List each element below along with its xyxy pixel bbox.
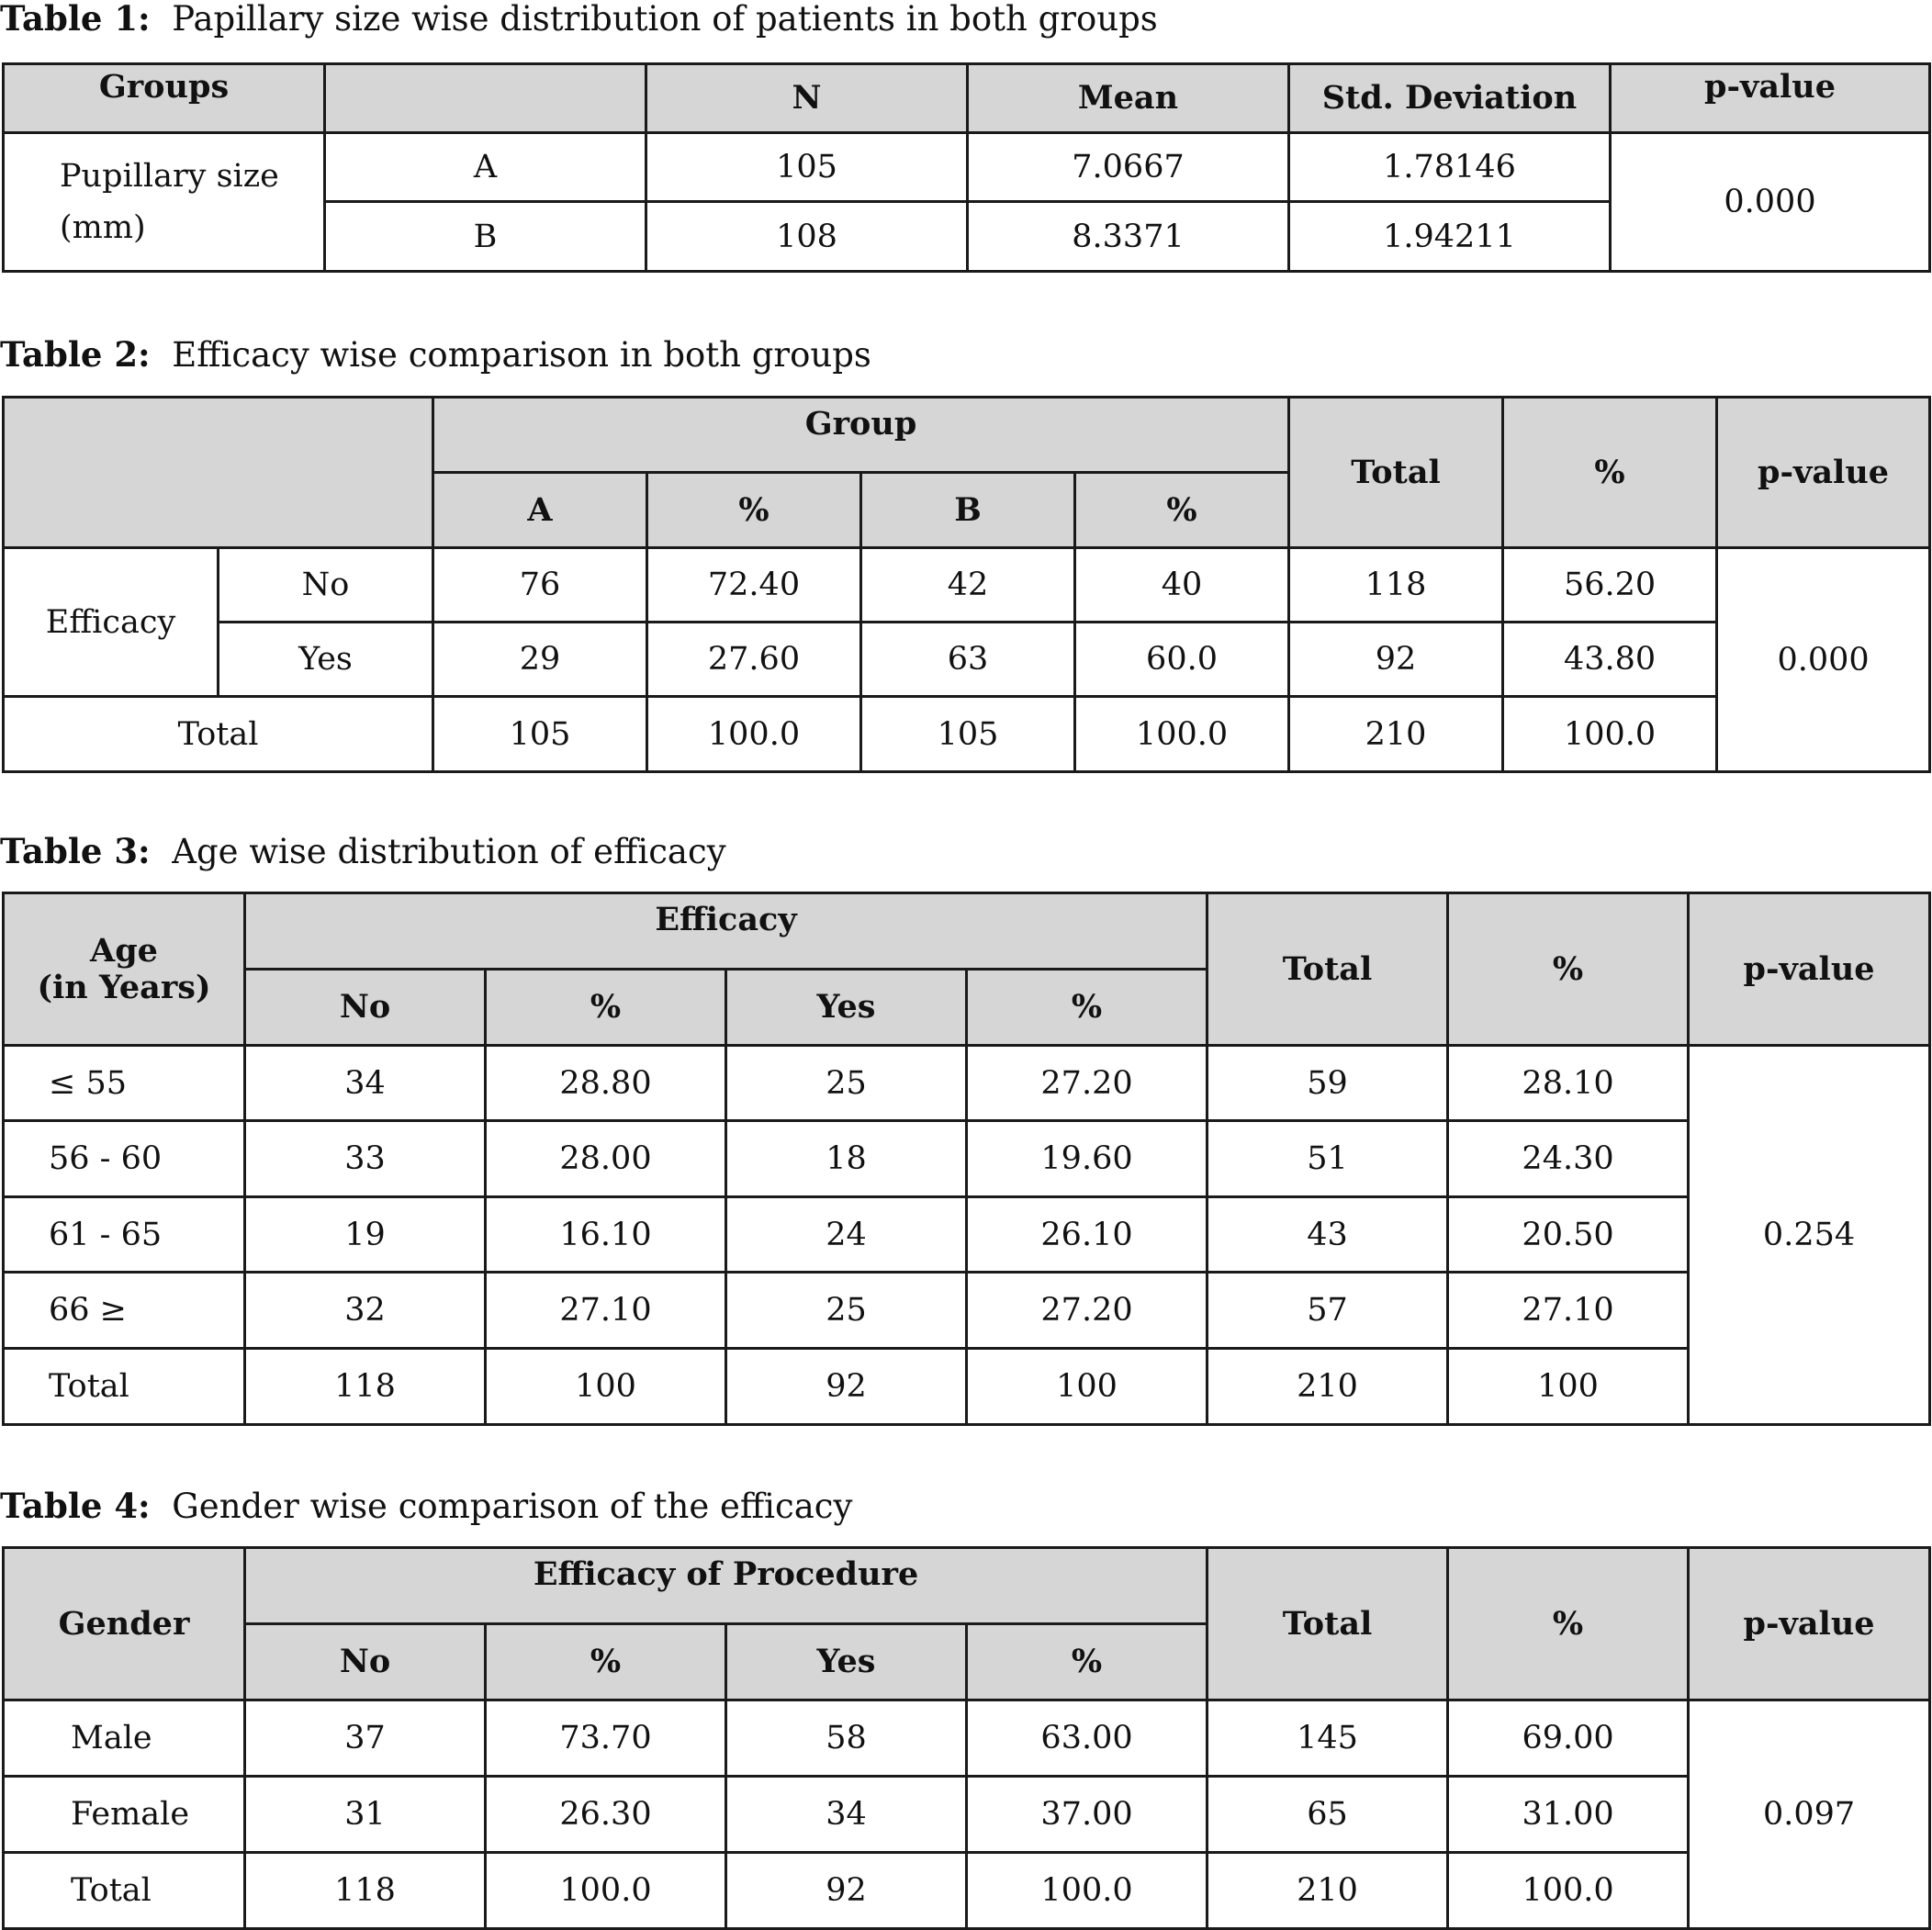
table2-cell: 210 (1289, 697, 1503, 772)
table3-cell: 28.80 (486, 1046, 726, 1121)
table1-cell: 108 (646, 202, 968, 272)
table2-cell: 100.0 (647, 697, 861, 772)
table2-cell: 100.0 (1503, 697, 1717, 772)
table-row (4, 1046, 1930, 1121)
table3-header-row (4, 893, 1930, 970)
table1-cell: B (325, 202, 646, 272)
table3-cell: 51 (1208, 1121, 1448, 1197)
table3-cell: 100 (1448, 1349, 1689, 1425)
table2-cell: Yes (219, 623, 433, 697)
table3-cell: 118 (245, 1349, 486, 1425)
table4-cell: 26.30 (486, 1777, 726, 1853)
table3-row-label: Total (4, 1349, 245, 1425)
table-row (4, 1853, 1930, 1929)
table1-label: Table 1: (0, 0, 151, 39)
table2-header-group: Group (433, 398, 1289, 473)
table-row (4, 1121, 1930, 1197)
table-row (4, 697, 1930, 772)
table-row (4, 1777, 1930, 1853)
table2-label: Table 2: (0, 334, 151, 375)
table4-row-label: Total (4, 1853, 245, 1929)
table3-header-age-line1: Age (90, 931, 158, 970)
table2-header-blank (4, 398, 433, 548)
table4-title: Gender wise comparison of the efficacy (172, 1487, 853, 1526)
table4-cell: 210 (1208, 1853, 1448, 1929)
table3-row-label: ≤ 55 (4, 1046, 245, 1121)
table3-header-p: p-value (1689, 893, 1930, 1046)
table3-header-efficacy: Efficacy (245, 893, 1208, 970)
table2-cell: No (219, 548, 433, 623)
table1-cell: 8.3371 (968, 202, 1289, 272)
table3-label: Table 3: (0, 831, 151, 871)
table1 (2, 62, 1931, 273)
table3-cell: 18 (726, 1121, 967, 1197)
table2-caption (0, 336, 871, 374)
table1-cell: 7.0667 (968, 133, 1289, 202)
table3-subheader: % (486, 970, 726, 1046)
table2-cell: 105 (433, 697, 647, 772)
table-row (4, 623, 1930, 697)
table1-cell: 1.94211 (1289, 202, 1611, 272)
table3-cell: 27.20 (967, 1273, 1208, 1349)
table3-cell: 28.00 (486, 1121, 726, 1197)
table3-cell: 34 (245, 1046, 486, 1121)
table4-cell: 34 (726, 1777, 967, 1853)
table4-cell: 31.00 (1448, 1777, 1689, 1853)
table-row (4, 1197, 1930, 1273)
table3-cell: 24.30 (1448, 1121, 1689, 1197)
table3-cell: 92 (726, 1349, 967, 1425)
table2-title: Efficacy wise comparison in both groups (172, 335, 871, 375)
table1-cell: A (325, 133, 646, 202)
table2-cell: 42 (861, 548, 1075, 623)
table2-subheader: B (861, 473, 1075, 548)
table1-header-row (4, 64, 1930, 133)
table4-cell: 100.0 (1448, 1853, 1689, 1929)
table2-cell: 92 (1289, 623, 1503, 697)
table3-cell: 57 (1208, 1273, 1448, 1349)
table4-subheader: No (245, 1624, 486, 1700)
table3-cell: 26.10 (967, 1197, 1208, 1273)
table4-header-total: Total (1208, 1548, 1448, 1700)
table4-subheader: Yes (726, 1624, 967, 1700)
table2-header-p: p-value (1717, 398, 1930, 548)
table-row (4, 1349, 1930, 1425)
table2-cell: 40 (1075, 548, 1289, 623)
table3-cell: 19 (245, 1197, 486, 1273)
table3-header-pct: % (1448, 893, 1689, 1046)
table2-subheader: A (433, 473, 647, 548)
table4-cell: 69.00 (1448, 1700, 1689, 1777)
table4-subheader: % (967, 1624, 1208, 1700)
table4-caption (0, 1487, 852, 1525)
table4-label: Table 4: (0, 1486, 151, 1526)
table2-header-row (4, 398, 1930, 473)
table3-cell: 59 (1208, 1046, 1448, 1121)
table1-title: Papillary size wise distribution of patients in both groups (172, 0, 1158, 39)
table4-header-row (4, 1548, 1930, 1624)
table1-cell: 1.78146 (1289, 133, 1611, 202)
table4-cell: 63.00 (967, 1700, 1208, 1777)
table2-total-label: Total (4, 697, 433, 772)
table3-cell: 28.10 (1448, 1046, 1689, 1121)
table3-cell: 19.60 (967, 1121, 1208, 1197)
table2-subheader: % (1075, 473, 1289, 548)
table3-cell: 100 (967, 1349, 1208, 1425)
table4-cell: 145 (1208, 1700, 1448, 1777)
table3-row-label: 56 - 60 (4, 1121, 245, 1197)
table2-cell: 29 (433, 623, 647, 697)
table4-p-value: 0.097 (1689, 1700, 1930, 1929)
table4-row-label: Female (4, 1777, 245, 1853)
table3-header-age (4, 893, 245, 1046)
table2-p-value: 0.000 (1717, 548, 1930, 772)
table2-header-pct: % (1503, 398, 1717, 548)
table1-row-label: Pupillary size (mm) (4, 133, 325, 272)
table3-header-total: Total (1208, 893, 1448, 1046)
table4-cell: 65 (1208, 1777, 1448, 1853)
table2-subheader: % (647, 473, 861, 548)
table4-header-p: p-value (1689, 1548, 1930, 1700)
table1-header-sd: Std. Deviation (1289, 64, 1611, 133)
table2-cell: 105 (861, 697, 1075, 772)
table-row (4, 548, 1930, 623)
table2-row-label: Efficacy (4, 548, 219, 697)
table2-cell: 56.20 (1503, 548, 1717, 623)
table1-header-blank (325, 64, 646, 133)
table3-caption (0, 833, 726, 870)
table3-p-value: 0.254 (1689, 1046, 1930, 1425)
table1-header-p: p-value (1611, 64, 1930, 133)
table4-row-label: Male (4, 1700, 245, 1777)
table2-cell: 43.80 (1503, 623, 1717, 697)
table3-row-label: 66 ≥ (4, 1273, 245, 1349)
table3-row-label: 61 - 65 (4, 1197, 245, 1273)
table3-cell: 25 (726, 1273, 967, 1349)
table3 (2, 892, 1931, 1426)
table3-cell: 25 (726, 1046, 967, 1121)
table2-header-total: Total (1289, 398, 1503, 548)
table4-cell: 31 (245, 1777, 486, 1853)
table3-subheader: No (245, 970, 486, 1046)
table4 (2, 1546, 1931, 1930)
table3-cell: 33 (245, 1121, 486, 1197)
table4-cell: 37.00 (967, 1777, 1208, 1853)
table2-cell: 27.60 (647, 623, 861, 697)
table2-cell: 76 (433, 548, 647, 623)
table3-cell: 20.50 (1448, 1197, 1689, 1273)
table4-cell: 100.0 (967, 1853, 1208, 1929)
table4-cell: 118 (245, 1853, 486, 1929)
table4-cell: 37 (245, 1700, 486, 1777)
table1-header-groups: Groups (4, 64, 325, 133)
table3-cell: 43 (1208, 1197, 1448, 1273)
table3-subheader: % (967, 970, 1208, 1046)
table2-cell: 100.0 (1075, 697, 1289, 772)
table4-header-efficacy: Efficacy of Procedure (245, 1548, 1208, 1624)
table1-header-mean: Mean (968, 64, 1289, 133)
table3-cell: 27.20 (967, 1046, 1208, 1121)
table1-p-value: 0.000 (1611, 133, 1930, 272)
table3-cell: 24 (726, 1197, 967, 1273)
table3-cell: 210 (1208, 1349, 1448, 1425)
table2 (2, 396, 1931, 773)
table4-subheader: % (486, 1624, 726, 1700)
table1-cell: 105 (646, 133, 968, 202)
table-row (4, 1273, 1930, 1349)
table3-cell: 27.10 (1448, 1273, 1689, 1349)
table4-cell: 92 (726, 1853, 967, 1929)
table2-cell: 63 (861, 623, 1075, 697)
table4-cell: 58 (726, 1700, 967, 1777)
table3-subheader: Yes (726, 970, 967, 1046)
table2-cell: 118 (1289, 548, 1503, 623)
table4-cell: 100.0 (486, 1853, 726, 1929)
table-row (4, 1700, 1930, 1777)
table3-title: Age wise distribution of efficacy (172, 832, 726, 871)
table3-cell: 16.10 (486, 1197, 726, 1273)
table4-cell: 73.70 (486, 1700, 726, 1777)
table3-header-age-line2: (in Years) (37, 968, 211, 1006)
table4-header-pct: % (1448, 1548, 1689, 1700)
table4-header-gender: Gender (4, 1548, 245, 1700)
table3-cell: 32 (245, 1273, 486, 1349)
table1-caption (0, 0, 1158, 38)
table-row (4, 133, 1930, 202)
table2-cell: 72.40 (647, 548, 861, 623)
table3-cell: 27.10 (486, 1273, 726, 1349)
table1-header-n: N (646, 64, 968, 133)
table3-cell: 100 (486, 1349, 726, 1425)
table2-cell: 60.0 (1075, 623, 1289, 697)
